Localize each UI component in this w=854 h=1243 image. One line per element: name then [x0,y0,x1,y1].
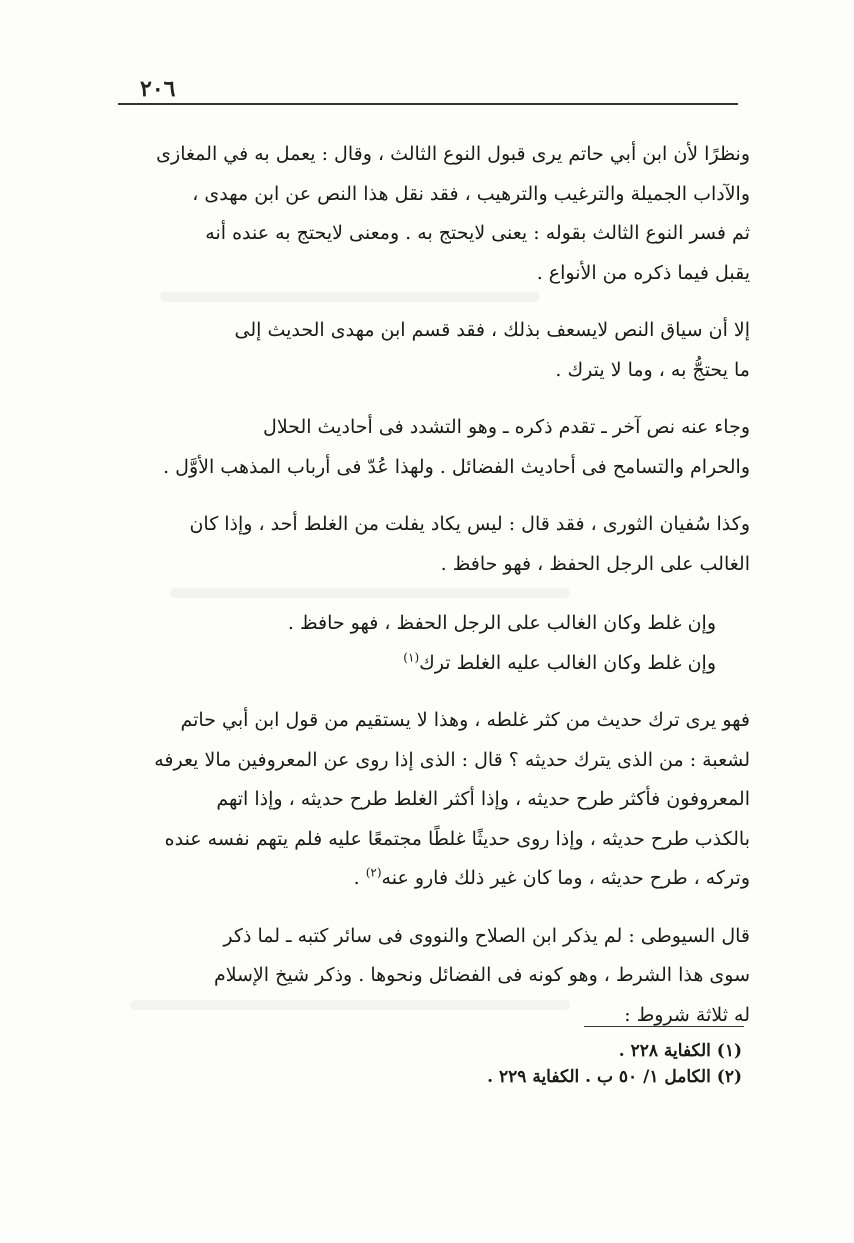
page-number: ٢٠٦ [140,76,176,102]
text-line: فهو يرى ترك حديث من كثر غلطه ، وهذا لا يستقيم من قول ابن أبي حاتم [180,709,750,731]
text-segment: وتركه ، طرح حديثه ، وما كان غير ذلك فارو عنه [381,867,750,889]
text-line: له ثلاثة شروط : [624,1003,750,1026]
paragraph-6 [118,917,750,1036]
text-line: والحرام والتسامح فى أحاديث الفضائل . ولهذا عُدّ فى أرباب المذهب الأوَّل . [163,455,750,478]
main-text [118,135,750,1035]
footnote-rule [584,1026,744,1027]
footnotes [118,1038,742,1090]
text-line: سوى هذا الشرط ، وهو كونه فى الفضائل ونحوها . وذكر شيخ الإسلام [213,964,750,986]
text-line [118,859,750,899]
footnote: (٢) الكامل ١/ ٥٠ ب . الكفاية ٢٢٩ . [487,1067,742,1087]
text-line: المعروفون فأكثر طرح حديثه ، وإذا أكثر الغلط طرح حديثه ، وإذا اتهم [216,788,750,810]
paragraph-1 [118,135,750,293]
text-line: والآداب الجميلة والترغيب والترهيب ، فقد نقل هذا النص عن ابن مهدى ، [192,182,750,205]
text-line: ثم فسر النوع الثالث بقوله : يعنى لايحتج به . ومعنى لايحتج به عنده أنه [205,222,750,244]
text-line: ما يحتجُّ به ، وما لا يترك . [555,358,750,381]
text-line: ونظرًا لأن ابن أبي حاتم يرى قبول النوع الثالث ، وقال : يعمل به في المغازى [156,143,750,165]
text-line: وكذا سُفيان الثورى ، فقد قال : ليس يكاد يفلت من الغلط أحد ، وإذا كان [189,513,750,535]
quoted-verse [118,604,716,683]
text-segment: . [353,867,366,889]
text-line: قال السيوطى : لم يذكر ابن الصلاح والنووى فى سائر كتبه ـ لما ذكر [223,924,750,947]
footnote-ref: (٢) [365,865,382,880]
text-line: الغالب على الرجل الحفظ ، فهو حافظ . [440,552,750,575]
verse-text: وإن غلط وكان الغالب عليه الغلط ترك [419,651,716,674]
text-line: إلا أن سياق النص لايسعف بذلك ، فقد قسم ابن مهدى الحديث إلى [234,319,750,341]
verse-line [118,644,716,684]
paragraph-4 [118,505,750,584]
paragraph-2 [118,311,750,390]
paragraph-5 [118,701,750,899]
verse-line: وإن غلط وكان الغالب على الرجل الحفظ ، فهو حافظ . [287,612,716,634]
text-line: وجاء عنه نص آخر ـ تقدم ذكره ـ وهو التشدد فى أحاديث الحلال [263,416,750,438]
paragraph-3 [118,408,750,487]
header-rule [118,103,738,105]
text-line: لشعبة : من الذى يترك حديثه ؟ قال : الذى إذا روى عن المعروفين مالا يعرفه [154,748,750,771]
text-line: بالكذب طرح حديثه ، وإذا روى حديثًا غلطًا مجتمعًا عليه فلم يتهم نفسه عنده [164,827,750,850]
footnote-ref: (١) [403,650,420,665]
footnote: (١) الكفاية ٢٢٨ . [618,1041,742,1061]
text-line: يقبل فيما ذكره من الأنواع . [536,261,750,284]
